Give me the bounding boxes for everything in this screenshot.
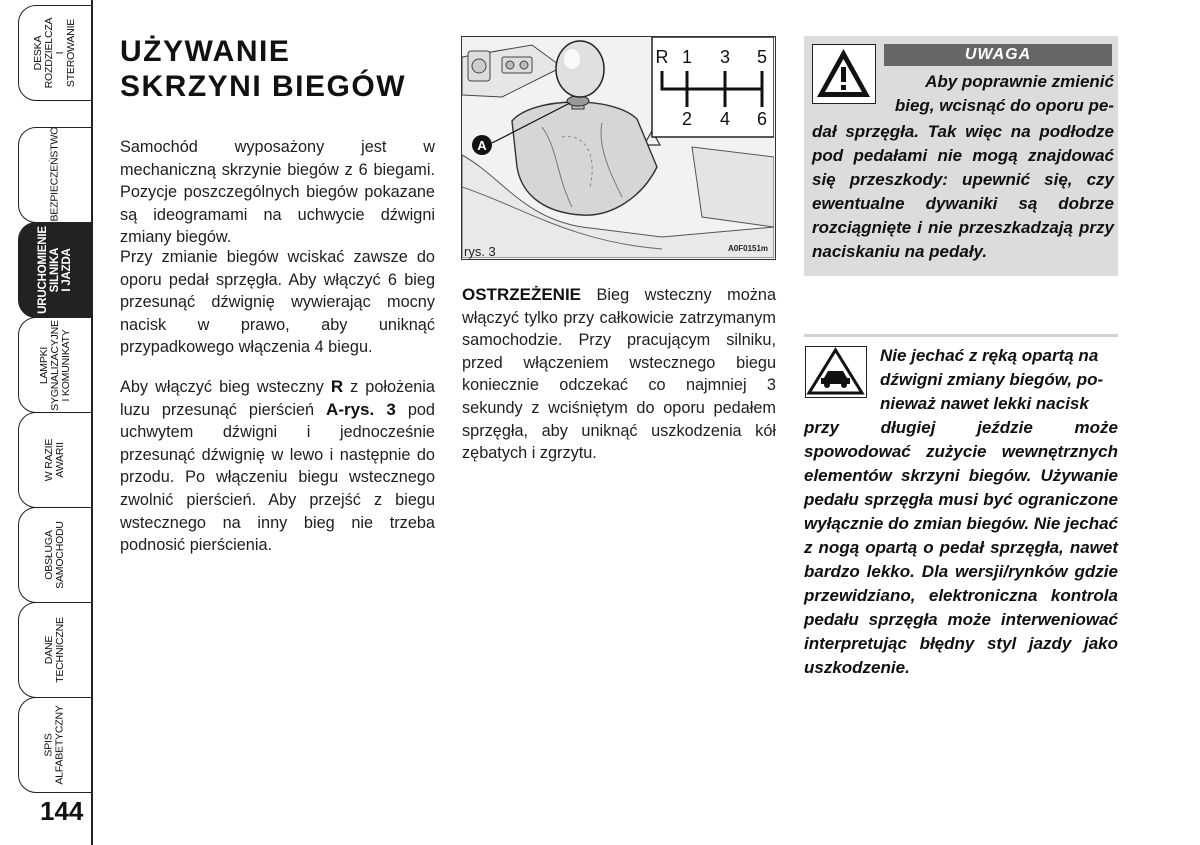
warning-triangle-icon [812, 44, 876, 104]
margin-rule [91, 0, 93, 845]
tab-deska-rozdzielcza[interactable] [18, 5, 92, 101]
attention-header: UWAGA [884, 44, 1112, 66]
gear-label-5: 5 [756, 47, 768, 67]
gear-label-4: 4 [719, 109, 731, 129]
paragraph-clutch: Przy zmianie biegów wciskać zawsze do oporu pedał sprzęgła. Aby włączyć 6 bieg przesunąć dźwignię wywierając mocny nacisk w prawo, aby uniknąć przypadkowego włączenia 4 biegu. [120, 248, 435, 357]
tab-bezpieczenstwo[interactable] [18, 127, 92, 223]
tab-w-razie-awarii[interactable] [18, 412, 92, 508]
figure-code: A0F0151m [728, 244, 769, 253]
page-title: UŻYWANIE SKRZYNI BIEGÓW [120, 35, 407, 103]
gear-shift-drawing [462, 37, 774, 258]
gear-label-1: 1 [681, 47, 693, 67]
tab-label: DANE TECHNICZNE [43, 617, 66, 683]
tab-label: LAMPKI SYGNALIZACYJNE I KOMUNIKATY [37, 319, 72, 411]
tab-uruchomienie-silnika[interactable] [18, 222, 92, 318]
tab-label: SPIS ALFABETYCZNY [43, 705, 67, 785]
gear-label-r: R [655, 47, 669, 67]
note-text-intro: Nie jechać z ręką opartą na dźwigni zmiany biegów, po- nieważ nawet lekki nacisk [880, 346, 1104, 413]
tab-label: OBSŁUGA SAMOCHODU [43, 521, 66, 589]
figure-caption: rys. 3 [464, 244, 496, 259]
car-skid-icon [805, 346, 867, 398]
tab-lampki-sygnalizacyjne[interactable] [18, 317, 92, 413]
paragraph-reverse: Aby włączyć bieg wsteczny R z położenia luzu przesunąć pierścień A-rys. 3 pod uchwytem dźwigni i jednocześnie przesunąć dźwignię w lewo i następnie do przodu. Po włączeniu biegu wstecznego zwolnić pierścień. Aby przejść z biegu wstecznego na inny bieg nie trzeba podnosić pierścienia. [120, 377, 435, 555]
attention-text: dał sprzęgła. Tak więc na podłodze pod pedałami nie mogą znajdować się przeszkody: upewnić się, czy ewentualne dywaniki są dobrze rozciągnięte i nie przeszkadzają przy naciskaniu na pedały. [812, 122, 1114, 261]
tab-label: W RAZIE AWARII [43, 438, 66, 482]
gear-label-3: 3 [719, 47, 731, 67]
warning-paragraph: OSTRZEŻENIE Bieg wsteczny można włączyć tylko przy całkowicie zatrzymanym samochodzie. Przy pracującym silniku, przed włączeniem wstecznego biegu koniecznie odczekać co najmniej 3 sekundy z wciśniętym do oporu pedałem sprzęgła, aby uniknąć uszkodzenia kół zębatych i zgrzytu. [462, 285, 776, 463]
tab-label: DESKA ROZDZIELCZA I STEROWANIE [32, 17, 77, 89]
page-number: 144 [40, 796, 84, 826]
warning-label: OSTRZEŻENIE [462, 285, 582, 304]
callout-a-label: A [477, 138, 487, 153]
tab-label: URUCHOMIENIE SILNIKA I JAZDA [37, 226, 73, 314]
tab-label: BEZPIECZEŃSTWO [48, 126, 61, 221]
tab-spis-alfabetyczny[interactable] [18, 697, 92, 793]
attention-box [804, 36, 1118, 276]
paragraph-intro: Samochód wyposażony jest w mechaniczną skrzynie biegów z 6 biegami. Pozycje poszczególnych biegów pokazane są ideogramami na uchwycie dźwigni zmiany biegów. [120, 138, 435, 247]
gear-label-2: 2 [681, 109, 693, 129]
attention-text-intro: Aby poprawnie zmienić bieg, wcisnąć do oporu pe- [894, 72, 1114, 115]
tab-obsluga-samochodu[interactable] [18, 507, 92, 603]
note-text: przy długiej jeździe może spowodować zużycie wewnętrznych elementów skrzyni biegów. Używanie pedału sprzęgła musi być ograniczone wyłącznie do zmian biegów. Nie jechać z nogą opartą o pedał sprzęgła, nawet bardzo lekko. Dla wersji/rynków gdzie przewidziano, elektroniczna kontrola pedału sprzęgła może interweniować interpretując błędny styl jazdy jako uszkodzenie. [804, 418, 1118, 677]
chapter-tabs [0, 0, 92, 845]
note-divider [804, 334, 1118, 337]
gear-shift-illustration [461, 36, 776, 260]
gear-label-6: 6 [756, 109, 768, 129]
tab-dane-techniczne[interactable] [18, 602, 92, 698]
